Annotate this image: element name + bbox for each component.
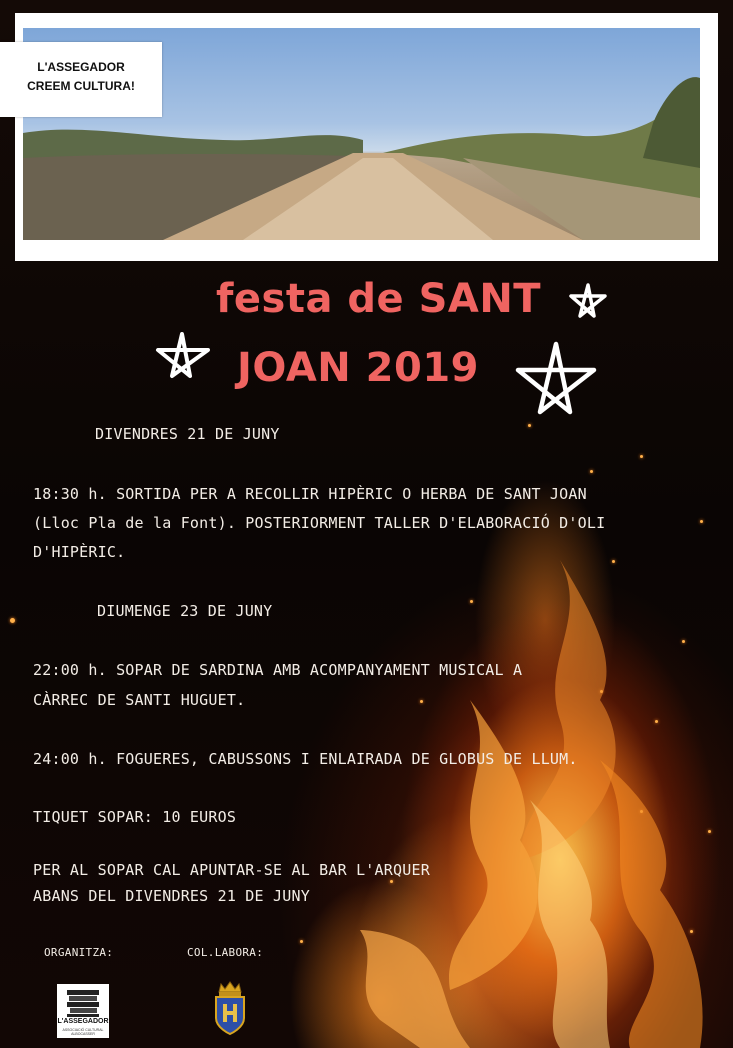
brand-line-1: L'ASSEGADOR xyxy=(37,60,125,74)
star-doodle-icon xyxy=(152,330,214,382)
title-line-2: JOAN 2019 xyxy=(237,345,479,391)
event-2-line-2: CÀRREC DE SANTI HUGUET. xyxy=(33,691,246,709)
event-1-line-2: (Lloc Pla de la Font). POSTERIORMENT TALLER D'ELABORACIÓ D'OLI xyxy=(33,514,606,532)
event-3: 24:00 h. FOGUERES, CABUSSONS I ENLAIRADA DE GLOBUS DE LLUM. xyxy=(33,750,578,768)
star-doodle-icon xyxy=(510,340,602,418)
collabora-label: COL.LABORA: xyxy=(187,946,264,959)
organitza-label: ORGANITZA: xyxy=(44,946,114,959)
star-doodle-icon xyxy=(566,282,610,322)
brand-box xyxy=(0,42,162,117)
organizer-logo-name: L'ASSEGADOR xyxy=(57,1018,109,1025)
title-line-1: festa de SANT xyxy=(216,276,542,322)
booking-note-line-1: PER AL SOPAR CAL APUNTAR-SE AL BAR L'ARQUER xyxy=(33,861,430,879)
booking-note-line-2: ABANS DEL DIVENDRES 21 DE JUNY xyxy=(33,887,310,905)
day-heading-sunday: DIUMENGE 23 DE JUNY xyxy=(97,602,273,620)
ticket-price: TIQUET SOPAR: 10 EUROS xyxy=(33,808,237,826)
book-stack-icon xyxy=(65,988,101,1018)
event-1-line-3: D'HIPÈRIC. xyxy=(33,543,126,561)
event-2-line-1: 22:00 h. SOPAR DE SARDINA AMB ACOMPANYAMENT MUSICAL A xyxy=(33,661,523,679)
organizer-logo xyxy=(57,984,109,1038)
day-heading-friday: DIVENDRES 21 DE JUNY xyxy=(95,425,280,443)
event-1-line-1: 18:30 h. SORTIDA PER A RECOLLIR HIPÈRIC O HERBA DE SANT JOAN xyxy=(33,485,587,503)
town-crest-icon xyxy=(212,980,248,1036)
organizer-logo-sub: ASSOCIACIÓ CULTURAL ALBOCASSER xyxy=(62,1028,104,1036)
brand-line-2: CREEM CULTURA! xyxy=(27,79,135,93)
